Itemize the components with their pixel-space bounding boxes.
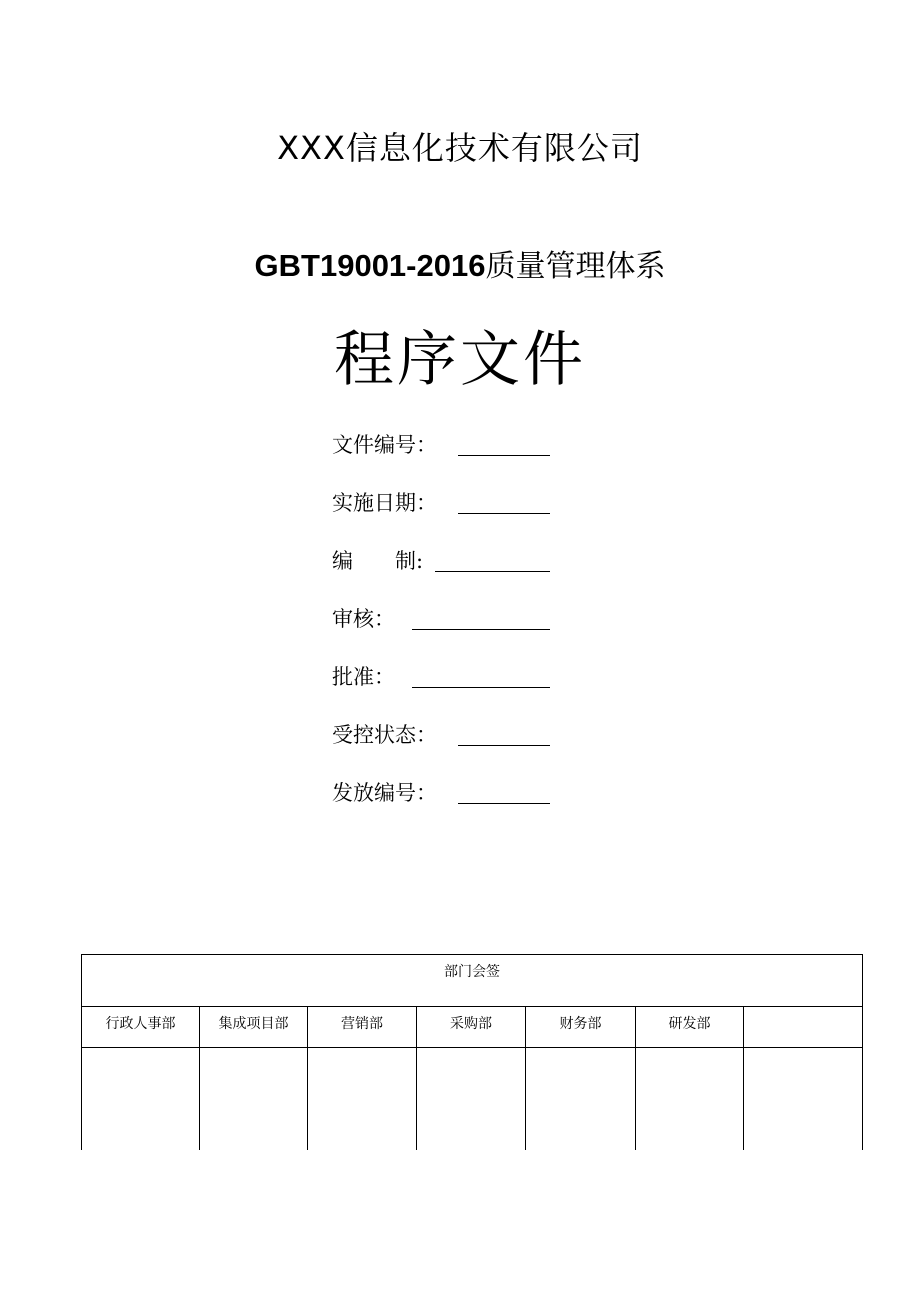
effective-date-input-line[interactable] [458,513,550,514]
signature-cell-marketing[interactable] [308,1048,417,1151]
signature-cell-admin-hr[interactable] [82,1048,200,1151]
standard-title [0,244,920,289]
signature-cell-finance[interactable] [526,1048,636,1151]
document-title: 程序文件 [334,325,586,395]
standard-name: 质量管理体系 [485,249,666,284]
dept-header-rnd: 研发部 [636,1007,744,1048]
field-distribution-number [332,778,437,808]
field-reviewed-by [332,604,395,634]
control-status-input-line[interactable] [458,745,550,746]
dept-header-integration: 集成项目部 [200,1007,308,1048]
field-prepared-by [332,546,423,576]
field-label: 文件编号： [332,433,437,457]
field-label: 审核： [332,607,395,631]
prepared-by-input-line[interactable] [435,571,550,572]
dept-header-admin-hr: 行政人事部 [82,1007,200,1048]
signature-cell-rnd[interactable] [636,1048,744,1151]
field-label: 发放编号： [332,781,437,805]
signature-cell-integration[interactable] [200,1048,308,1151]
distribution-number-input-line[interactable] [458,803,550,804]
field-document-number [332,430,437,460]
field-label: 实施日期： [332,491,437,515]
field-label: 受控状态： [332,723,437,747]
dept-header-finance: 财务部 [526,1007,636,1048]
field-effective-date [332,488,437,518]
field-label: 批准： [332,665,395,689]
signature-cell-procurement[interactable] [417,1048,526,1151]
field-label: 编 制: [332,549,424,573]
dept-header-marketing: 营销部 [308,1007,417,1048]
field-control-status [332,720,437,750]
signoff-table-title: 部门会签 [82,955,863,1007]
document-number-input-line[interactable] [458,455,550,456]
department-signoff-table [81,954,863,1150]
standard-code: GBT19001-2016 [254,248,486,283]
reviewed-by-input-line[interactable] [412,629,550,630]
approved-by-input-line[interactable] [412,687,550,688]
signature-cell-blank[interactable] [744,1048,863,1151]
dept-header-blank [744,1007,863,1048]
dept-header-procurement: 采购部 [417,1007,526,1048]
company-name: XXX信息化技术有限公司 [277,129,643,167]
field-approved-by [332,662,395,692]
